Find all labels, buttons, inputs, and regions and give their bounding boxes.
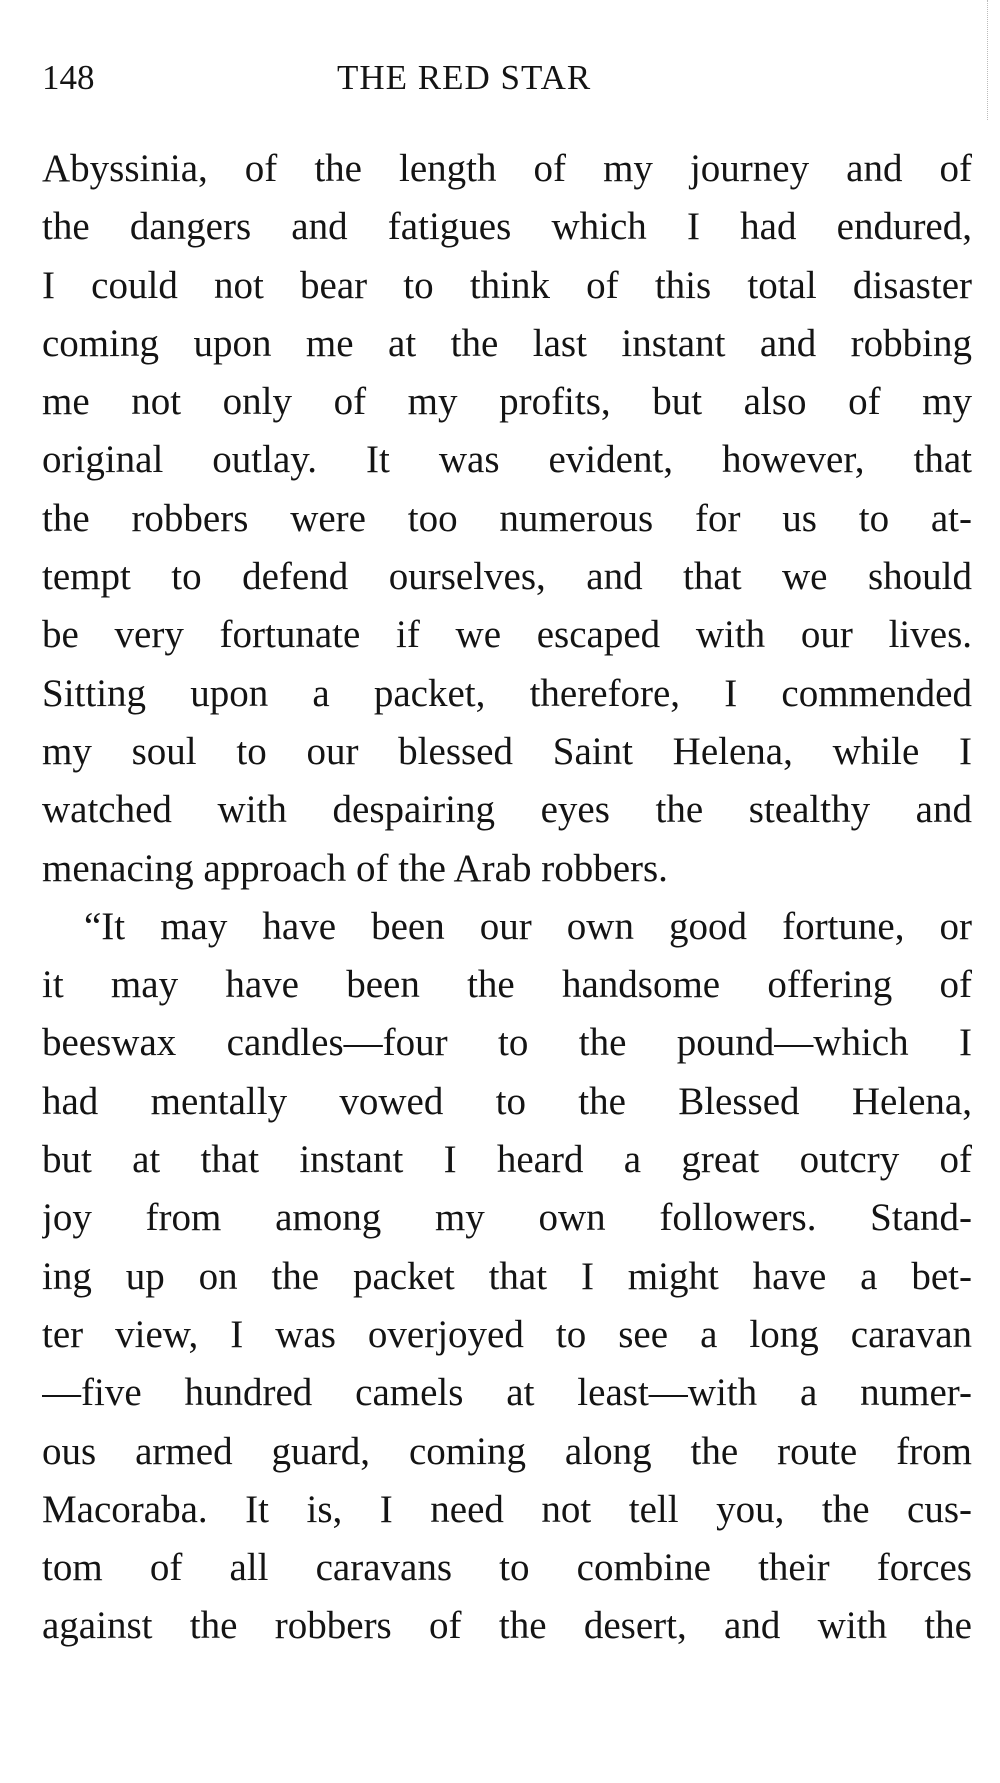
text-line: the dangers and fatigues which I had endured, [42, 205, 972, 249]
text-line: tempt to defend ourselves, and that we should [42, 555, 972, 599]
text-line: the robbers were too numerous for us to at- [42, 496, 972, 540]
text-line: original outlay. It was evident, however, that [42, 438, 972, 482]
text-line: Abyssinia, of the length of my journey and of [42, 147, 972, 190]
text-line: joy from among my own followers. Stand- [42, 1196, 972, 1240]
text-line: Macoraba. It is, I need not tell you, the cus- [42, 1487, 972, 1531]
text-line: —five hundred camels at least—with a numer- [42, 1371, 972, 1415]
text-line: it may have been the handsome offering of [42, 963, 972, 1007]
text-line: my soul to our blessed Saint Helena, while I [42, 729, 972, 773]
text-line: ter view, I was overjoyed to see a long caravan [42, 1312, 972, 1356]
page-number: 148 [42, 58, 95, 97]
text-line: coming upon me at the last instant and robbing [42, 321, 972, 365]
page-edge-marks [985, 0, 988, 120]
running-head [42, 58, 972, 98]
text-line: but at that instant I heard a great outcry of [42, 1138, 972, 1182]
body-text [42, 140, 972, 1656]
text-line: ing up on the packet that I might have a bet- [42, 1254, 972, 1298]
book-title: THE RED STAR [337, 58, 592, 97]
text-line: Sitting upon a packet, therefore, I commended [42, 671, 972, 715]
text-line: had mentally vowed to the Blessed Helena, [42, 1079, 972, 1123]
paragraph-end-line: menacing approach of the Arab robbers. [42, 846, 668, 890]
text-line: beeswax candles—four to the pound—which I [42, 1021, 972, 1065]
text-line: tom of all caravans to combine their forces [42, 1546, 972, 1590]
text-line: me not only of my profits, but also of my [42, 380, 972, 424]
paragraph-start-line: “It may have been our own good fortune, or [84, 904, 972, 948]
text-line: be very fortunate if we escaped with our lives. [42, 613, 972, 657]
text-line: I could not bear to think of this total disaster [42, 263, 972, 307]
text-line: watched with despairing eyes the stealthy and [42, 788, 972, 832]
text-line: ous armed guard, coming along the route from [42, 1429, 972, 1473]
text-line: against the robbers of the desert, and with the [42, 1604, 972, 1648]
